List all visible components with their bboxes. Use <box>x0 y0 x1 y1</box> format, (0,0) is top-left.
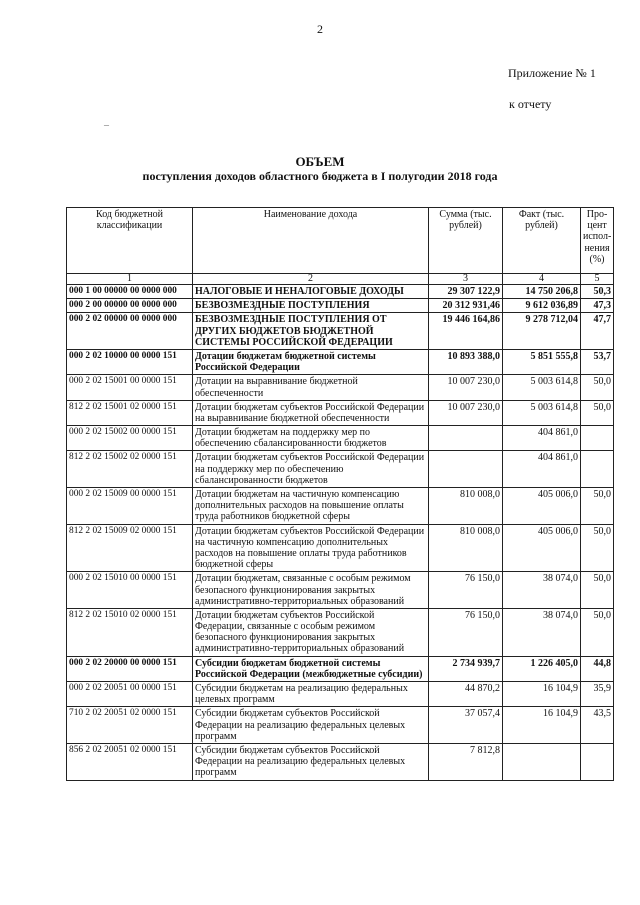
sum-cell: 810 008,0 <box>429 488 503 525</box>
income-name-cell: Дотации бюджетам субъектов Российской Федерации на поддержку мер по обеспечению сбалансированности бюджетов <box>193 451 429 488</box>
budget-code-cell: 000 2 02 15002 00 0000 151 <box>67 426 193 451</box>
percent-cell: 53,7 <box>581 349 614 374</box>
fact-cell: 9 612 036,89 <box>503 299 581 313</box>
sum-cell: 76 150,0 <box>429 572 503 609</box>
fact-cell: 404 861,0 <box>503 426 581 451</box>
table-row <box>67 682 614 707</box>
table-row <box>67 400 614 425</box>
income-name-cell: Субсидии бюджетам бюджетной системы Российской Федерации (межбюджетные субсидии) <box>193 656 429 681</box>
column-number: 4 <box>503 274 581 285</box>
table-header-row <box>67 208 614 274</box>
percent-cell <box>581 451 614 488</box>
percent-cell: 44,8 <box>581 656 614 681</box>
income-name-cell: Дотации бюджетам, связанные с особым режимом безопасного функционирования закрытых административно-территориальных образований <box>193 572 429 609</box>
sum-cell: 10 007 230,0 <box>429 375 503 400</box>
scan-mark: – <box>104 120 109 131</box>
income-name-cell: Дотации бюджетам бюджетной системы Российской Федерации <box>193 349 429 374</box>
column-number-row <box>67 274 614 285</box>
table-row <box>67 426 614 451</box>
income-name-cell: БЕЗВОЗМЕЗДНЫЕ ПОСТУПЛЕНИЯ ОТ ДРУГИХ БЮДЖЕТОВ БЮДЖЕТНОЙ СИСТЕМЫ РОССИЙСКОЙ ФЕДЕРАЦИИ <box>193 313 429 350</box>
fact-cell: 38 074,0 <box>503 572 581 609</box>
percent-cell: 50,0 <box>581 400 614 425</box>
budget-code-cell: 812 2 02 15001 02 0000 151 <box>67 400 193 425</box>
column-number: 3 <box>429 274 503 285</box>
table-row <box>67 285 614 299</box>
budget-code-cell: 812 2 02 15010 02 0000 151 <box>67 608 193 656</box>
table-row <box>67 572 614 609</box>
table-row <box>67 608 614 656</box>
fact-cell: 404 861,0 <box>503 451 581 488</box>
percent-cell: 50,0 <box>581 608 614 656</box>
sum-cell <box>429 451 503 488</box>
column-header-fact: Факт (тыс. рублей) <box>503 208 581 274</box>
budget-code-cell: 000 1 00 00000 00 0000 000 <box>67 285 193 299</box>
percent-cell <box>581 743 614 780</box>
income-name-cell: БЕЗВОЗМЕЗДНЫЕ ПОСТУПЛЕНИЯ <box>193 299 429 313</box>
fact-cell: 405 006,0 <box>503 488 581 525</box>
table-row <box>67 313 614 350</box>
percent-cell: 43,5 <box>581 707 614 744</box>
fact-cell: 5 003 614,8 <box>503 375 581 400</box>
percent-cell: 50,0 <box>581 572 614 609</box>
percent-cell: 47,3 <box>581 299 614 313</box>
sum-cell: 7 812,8 <box>429 743 503 780</box>
income-name-cell: Субсидии бюджетам на реализацию федеральных целевых программ <box>193 682 429 707</box>
budget-code-cell: 000 2 02 20000 00 0000 151 <box>67 656 193 681</box>
table-row <box>67 451 614 488</box>
percent-cell: 50,3 <box>581 285 614 299</box>
table-row <box>67 656 614 681</box>
fact-cell: 5 851 555,8 <box>503 349 581 374</box>
table-row <box>67 524 614 572</box>
table-row <box>67 743 614 780</box>
percent-cell: 35,9 <box>581 682 614 707</box>
fact-cell: 14 750 206,8 <box>503 285 581 299</box>
budget-code-cell: 000 2 02 20051 00 0000 151 <box>67 682 193 707</box>
sum-cell: 20 312 931,46 <box>429 299 503 313</box>
sum-cell: 76 150,0 <box>429 608 503 656</box>
fact-cell <box>503 743 581 780</box>
sum-cell: 2 734 939,7 <box>429 656 503 681</box>
sum-cell: 810 008,0 <box>429 524 503 572</box>
sum-cell: 10 893 388,0 <box>429 349 503 374</box>
column-number: 5 <box>581 274 614 285</box>
income-name-cell: Дотации бюджетам на частичную компенсацию дополнительных расходов на повышение оплаты труда работников бюджетной сферы <box>193 488 429 525</box>
income-name-cell: Дотации бюджетам на поддержку мер по обеспечению сбалансированности бюджетов <box>193 426 429 451</box>
sum-cell <box>429 426 503 451</box>
sum-cell: 10 007 230,0 <box>429 400 503 425</box>
table-row <box>67 349 614 374</box>
sum-cell: 37 057,4 <box>429 707 503 744</box>
column-number: 2 <box>193 274 429 285</box>
income-name-cell: Субсидии бюджетам субъектов Российской Федерации на реализацию федеральных целевых программ <box>193 743 429 780</box>
table-row <box>67 488 614 525</box>
budget-code-cell: 000 2 00 00000 00 0000 000 <box>67 299 193 313</box>
table-row <box>67 707 614 744</box>
income-name-cell: Дотации на выравнивание бюджетной обеспеченности <box>193 375 429 400</box>
percent-cell: 50,0 <box>581 488 614 525</box>
sum-cell: 44 870,2 <box>429 682 503 707</box>
revenue-table <box>66 207 614 781</box>
budget-code-cell: 000 2 02 15010 00 0000 151 <box>67 572 193 609</box>
table-row <box>67 375 614 400</box>
column-header-name: Наименование дохода <box>193 208 429 274</box>
appendix-label: Приложение № 1 <box>508 66 596 80</box>
fact-cell: 1 226 405,0 <box>503 656 581 681</box>
income-name-cell: НАЛОГОВЫЕ И НЕНАЛОГОВЫЕ ДОХОДЫ <box>193 285 429 299</box>
income-name-cell: Субсидии бюджетам субъектов Российской Федерации на реализацию федеральных целевых программ <box>193 707 429 744</box>
percent-cell: 50,0 <box>581 524 614 572</box>
income-name-cell: Дотации бюджетам субъектов Российской Федерации на выравнивание бюджетной обеспеченности <box>193 400 429 425</box>
budget-code-cell: 710 2 02 20051 02 0000 151 <box>67 707 193 744</box>
percent-cell: 50,0 <box>581 375 614 400</box>
fact-cell: 9 278 712,04 <box>503 313 581 350</box>
fact-cell: 405 006,0 <box>503 524 581 572</box>
budget-code-cell: 812 2 02 15002 02 0000 151 <box>67 451 193 488</box>
income-name-cell: Дотации бюджетам субъектов Российской Федерации, связанные с особым режимом безопасного функционирования закрытых административно-территориальных образований <box>193 608 429 656</box>
sum-cell: 29 307 122,9 <box>429 285 503 299</box>
budget-code-cell: 812 2 02 15009 02 0000 151 <box>67 524 193 572</box>
fact-cell: 16 104,9 <box>503 707 581 744</box>
table-body <box>67 285 614 781</box>
page-number: 2 <box>317 22 323 36</box>
document-title: ОБЪЕМ <box>295 154 345 169</box>
table-row <box>67 299 614 313</box>
fact-cell: 16 104,9 <box>503 682 581 707</box>
sum-cell: 19 446 164,86 <box>429 313 503 350</box>
column-header-percent: Про-цент испол-нения (%) <box>581 208 614 274</box>
percent-cell <box>581 426 614 451</box>
income-name-cell: Дотации бюджетам субъектов Российской Федерации на частичную компенсацию дополнительных расходов на повышение оплаты труда работников бюджетной сферы <box>193 524 429 572</box>
to-report-label: к отчету <box>509 97 552 111</box>
fact-cell: 38 074,0 <box>503 608 581 656</box>
budget-code-cell: 000 2 02 15009 00 0000 151 <box>67 488 193 525</box>
budget-code-cell: 000 2 02 00000 00 0000 000 <box>67 313 193 350</box>
column-number: 1 <box>67 274 193 285</box>
budget-code-cell: 000 2 02 10000 00 0000 151 <box>67 349 193 374</box>
percent-cell: 47,7 <box>581 313 614 350</box>
column-header-sum: Сумма (тыс. рублей) <box>429 208 503 274</box>
budget-code-cell: 000 2 02 15001 00 0000 151 <box>67 375 193 400</box>
budget-code-cell: 856 2 02 20051 02 0000 151 <box>67 743 193 780</box>
document-subtitle: поступления доходов областного бюджета в I полугодии 2018 года <box>142 169 498 183</box>
fact-cell: 5 003 614,8 <box>503 400 581 425</box>
column-header-code: Код бюджетной классификации <box>67 208 193 274</box>
